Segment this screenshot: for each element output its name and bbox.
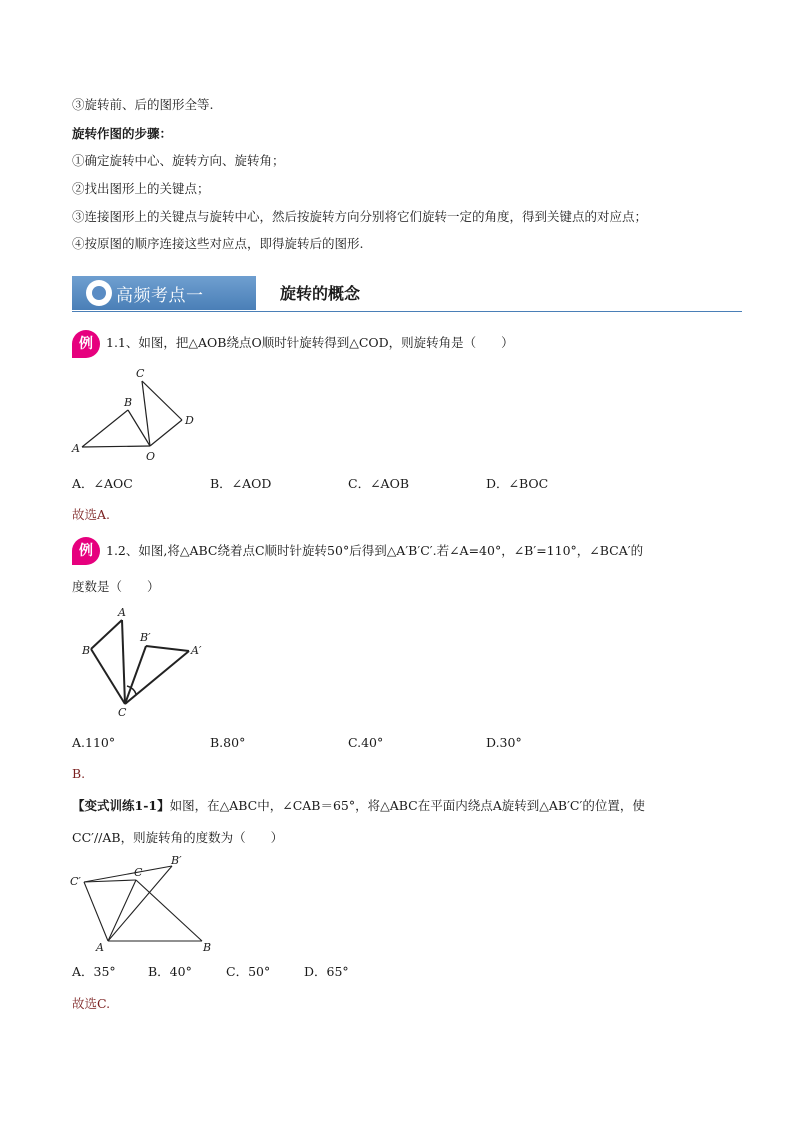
q3-tag: 【变式训练1-1】 (72, 798, 170, 813)
q3-figure (66, 852, 226, 954)
example-badge-1: 例 (72, 330, 100, 358)
q3-label-c-prime: C′ (70, 875, 81, 888)
rotation-property-3: ③旋转前、后的图形全等. (72, 97, 214, 112)
q2-answer: B. (72, 766, 86, 781)
q2-label-b-prime: B′ (140, 631, 151, 644)
q3-stem-line1 (72, 797, 645, 815)
q2-label-c: C (118, 706, 127, 719)
segment-c2b2 (84, 866, 172, 882)
q3-stem-line2: CC′//AB，则旋转角的度数为（ ） (72, 830, 284, 845)
q1-stem: 1.1、如图，把△AOB绕点O顺时针旋转得到△COD，则旋转角是（ ） (106, 335, 514, 350)
q1-figure (68, 364, 208, 464)
q3-choice-d[interactable]: D．65° (304, 964, 349, 979)
step-2: ②找出图形上的关键点； (72, 181, 210, 196)
segment-ac (122, 620, 125, 704)
magnifier-icon (86, 280, 112, 306)
q2-choice-a[interactable]: A.110° (72, 735, 116, 750)
q1-label-a: A (72, 442, 80, 455)
q2-figure (78, 604, 218, 719)
segment-bc (91, 649, 125, 704)
q3-stem-text: 如图，在△ABC中，∠CAB＝65°，将△ABC在平面内绕点A旋转到△AB′C′的位置，使 (169, 798, 645, 813)
q1-choice-d[interactable]: D．∠BOC (486, 476, 549, 491)
q3-label-c: C (134, 866, 143, 879)
q1-choice-a[interactable]: A．∠AOC (72, 476, 133, 491)
segment-ba (91, 620, 122, 649)
q3-choice-c[interactable]: C．50° (226, 964, 271, 979)
section-title: 旋转的概念 (280, 284, 361, 303)
q2-stem-line1: 1.2、如图,将△ABC绕着点C顺时针旋转50°后得到△A′B′C′.若∠A=40°，∠B′=110°，∠BCA′的 (106, 543, 644, 558)
q1-label-d: D (185, 414, 194, 427)
q2-label-b: B (82, 644, 91, 657)
step-1: ①确定旋转中心、旋转方向、旋转角； (72, 153, 285, 168)
q2-label-a-prime: A′ (191, 644, 202, 657)
q3-answer: 故选C. (72, 996, 111, 1011)
segment-ao (82, 446, 150, 447)
example-badge-2: 例 (72, 537, 100, 565)
section-divider (72, 311, 742, 312)
q2-stem-line2: 度数是（ ） (72, 579, 160, 594)
q3-choice-a[interactable]: A．35° (72, 964, 116, 979)
segment-cd (142, 381, 182, 420)
q2-choice-c[interactable]: C.40° (348, 735, 384, 750)
step-4: ④按原图的顺序连接这些对应点，即得旋转后的图形. (72, 236, 364, 251)
segment-ca (108, 880, 136, 941)
q3-label-b: B (203, 941, 212, 954)
q3-choice-b[interactable]: B．40° (148, 964, 192, 979)
segment-c2a (84, 882, 108, 941)
q2-label-a: A (118, 606, 126, 619)
q1-label-c: C (136, 367, 145, 380)
q2-choice-d[interactable]: D.30° (486, 735, 522, 750)
steps-heading: 旋转作图的步骤： (72, 126, 173, 141)
q3-label-b-prime: B′ (171, 854, 182, 867)
section-banner (72, 276, 256, 310)
q1-label-o: O (146, 450, 156, 463)
section-banner-label: 高频考点一 (116, 285, 204, 306)
q1-label-b: B (124, 396, 133, 409)
q1-choice-b[interactable]: B．∠AOD (210, 476, 272, 491)
segment-cb (136, 880, 202, 941)
segment-ab (82, 410, 128, 447)
segment-co (142, 381, 150, 446)
segment-b2a2 (146, 646, 189, 651)
q2-choice-b[interactable]: B.80° (210, 735, 246, 750)
q3-label-a: A (96, 941, 104, 954)
segment-do (150, 420, 182, 446)
step-3: ③连接图形上的关键点与旋转中心，然后按旋转方向分别将它们旋转一定的角度，得到关键点的对应点； (72, 209, 648, 224)
q1-choice-c[interactable]: C．∠AOB (348, 476, 409, 491)
q1-answer: 故选A. (72, 507, 111, 522)
